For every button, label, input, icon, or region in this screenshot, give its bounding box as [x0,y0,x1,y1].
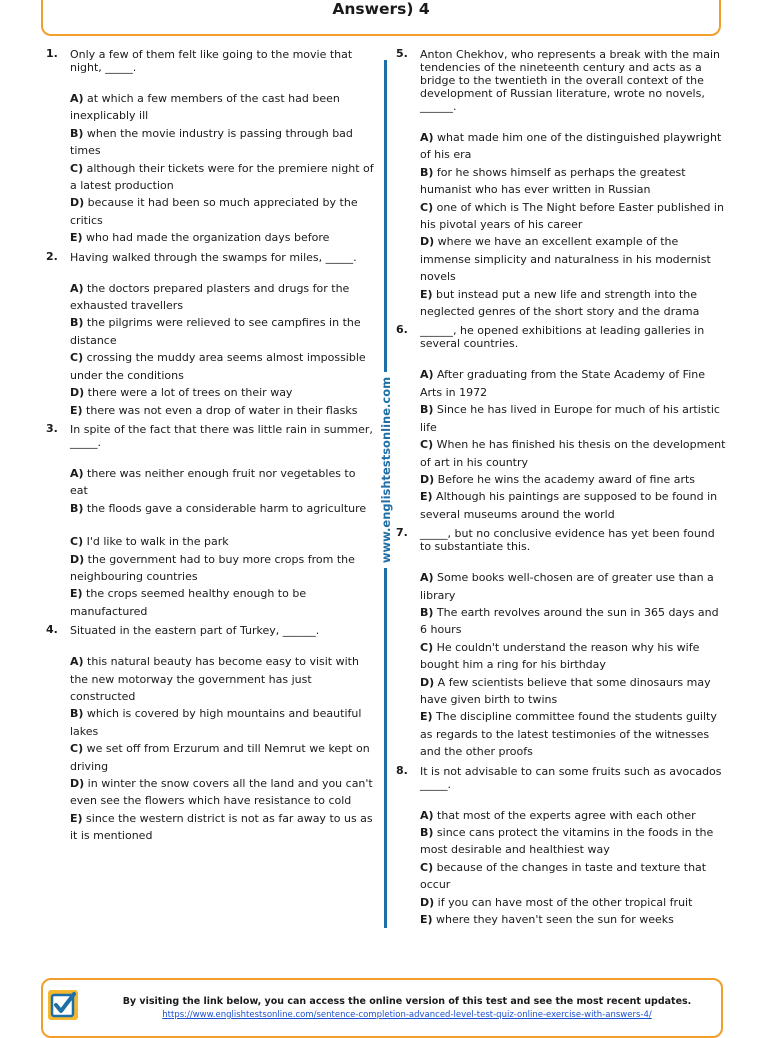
option-d[interactable]: D) there were a lot of trees on their way [70,386,293,400]
option-list [420,569,728,760]
option-list [420,366,728,523]
option-list [70,280,374,419]
column-divider-bottom [384,568,387,928]
option-c[interactable]: C) because of the changes in taste and texture that occur [420,860,707,892]
question-4 [46,623,374,844]
option-d[interactable]: D) the government had to buy more crops from the neighbouring countries [70,552,355,583]
question-stem: Anton Chekhov, who represents a break with the main tendencies of the nineteenth century and acts as a bridge to the twentieth in the overall context of the development of Russian literature, wrote no novels, ______. [420,48,721,113]
checkbox-icon [48,990,78,1020]
option-list [70,465,374,620]
spacer [70,517,374,533]
question-number: 7. [396,526,408,540]
option-d[interactable]: D) because it had been so much appreciated by the critics [70,196,358,227]
question-stem: _____, but no conclusive evidence has yet been found to substantiate this. [420,527,715,554]
question-number: 6. [396,323,408,337]
option-a[interactable]: A) After graduating from the State Academy of Fine Arts in 1972 [420,368,705,399]
question-3 [46,422,374,620]
question-number: 5. [396,47,408,60]
question-number: 3. [46,421,58,435]
option-e[interactable]: E) there was not even a drop of water in their flasks [70,403,358,417]
option-a[interactable]: A) what made him one of the distinguished playwright of his era [420,131,722,162]
option-c[interactable]: C) we set off from Erzurum and till Nemrut we kept on driving [70,742,370,773]
question-stem: It is not advisable to can some fruits such as avocados _____. [420,764,722,791]
option-d[interactable]: D) in winter the snow covers all the land and you can't even see the flowers which have resistance to cold [70,777,373,808]
option-e[interactable]: E) but instead put a new life and strength into the neglected genres of the short story and the drama [420,287,700,319]
option-c[interactable]: C) crossing the muddy area seems almost impossible under the conditions [70,351,366,382]
option-d[interactable]: D) A few scientists believe that some dinosaurs may have given birth to twins [420,675,711,706]
option-b[interactable]: B) since cans protect the vitamins in the foods in the most desirable and healthiest way [420,826,714,857]
footer-box [41,978,723,1038]
option-b[interactable]: B) which is covered by high mountains and beautiful lakes [70,707,362,738]
option-list [70,90,374,247]
option-b[interactable]: B) when the movie industry is passing through bad times [70,126,353,158]
side-watermark [376,370,396,570]
option-b[interactable]: B) the floods gave a considerable harm to agriculture [70,501,367,515]
option-c[interactable]: C) When he has finished his thesis on the development of art in his country [420,438,726,469]
option-e[interactable]: E) who had made the organization days before [70,231,330,245]
option-list [70,653,374,844]
column-divider-top [384,60,387,372]
question-number: 2. [46,249,58,263]
question-5 [396,47,728,320]
question-number: 4. [46,623,58,637]
question-8 [396,764,728,929]
question-stem: ______, he opened exhibitions at leading galleries in several countries. [420,324,705,351]
option-list [420,807,728,929]
question-number: 1. [46,47,58,60]
page-title [41,0,721,36]
option-e[interactable]: E) since the western district is not as far away to us as it is mentioned [70,811,373,843]
right-column [396,47,728,928]
option-e[interactable]: E) where they haven't seen the sun for weeks [420,913,674,927]
site-url-vertical: www.englishtestsonline.com [379,376,393,564]
question-6 [396,323,728,523]
option-a[interactable]: A) the doctors prepared plasters and drugs for the exhausted travellers [70,281,350,313]
option-a[interactable]: A) that most of the experts agree with each other [420,808,696,822]
online-test-link[interactable]: https://www.englishtestsonline.com/sentence-completion-advanced-level-test-quiz-online-exercise-with-answers-4/ [162,1010,652,1020]
option-a[interactable]: A) this natural beauty has become easy to visit with the new motorway the government has just constructed [70,655,359,703]
title-line-2: Answers) 4 [332,0,430,18]
option-b[interactable]: B) for he shows himself as perhaps the greatest humanist who has ever written in Russian [420,165,686,197]
option-c[interactable]: C) although their tickets were for the premiere night of a latest production [70,161,374,193]
question-stem: Situated in the eastern part of Turkey, ______. [70,624,320,638]
option-a[interactable]: A) Some books well-chosen are of greater use than a library [420,571,714,602]
left-column [46,47,374,845]
option-d[interactable]: D) where we have an excellent example of the immense simplicity and naturalness in his modernist novels [420,235,711,284]
question-number: 8. [396,763,408,777]
option-d[interactable]: D) if you can have most of the other tropical fruit [420,895,693,909]
option-c[interactable]: C) He couldn't understand the reason why his wife bought him a ring for his birthday [420,640,700,672]
option-c[interactable]: C) I'd like to walk in the park [70,535,229,549]
option-e[interactable]: E) The discipline committee found the students guilty as regards to the latest testimonies of the witnesses and the other proofs [420,710,717,759]
option-b[interactable]: B) Since he has lived in Europe for much of his artistic life [420,403,720,434]
option-d[interactable]: D) Before he wins the academy award of fine arts [420,472,696,486]
option-a[interactable]: A) at which a few members of the cast had been inexplicably ill [70,92,340,123]
option-e[interactable]: E) the crops seemed healthy enough to be manufactured [70,587,307,618]
option-a[interactable]: A) there was neither enough fruit nor vegetables to eat [70,466,356,498]
option-b[interactable]: B) the pilgrims were relieved to see campfires in the distance [70,316,361,347]
question-stem: In spite of the fact that there was little rain in summer, _____. [70,422,373,449]
option-b[interactable]: B) The earth revolves around the sun in 365 days and 6 hours [420,605,719,637]
footer-notice: By visiting the link below, you can access the online version of this test and see the most recent updates. [122,996,692,1007]
question-2 [46,250,374,419]
question-7 [396,526,728,760]
option-c[interactable]: C) one of which is The Night before Easter published in his pivotal years of his career [420,200,724,232]
option-e[interactable]: E) Although his paintings are supposed to be found in several museums around the world [420,490,718,521]
question-1 [46,47,374,247]
option-list [420,129,728,320]
question-stem: Having walked through the swamps for miles, _____. [70,250,357,264]
question-stem: Only a few of them felt like going to the movie that night, _____. [70,48,353,74]
